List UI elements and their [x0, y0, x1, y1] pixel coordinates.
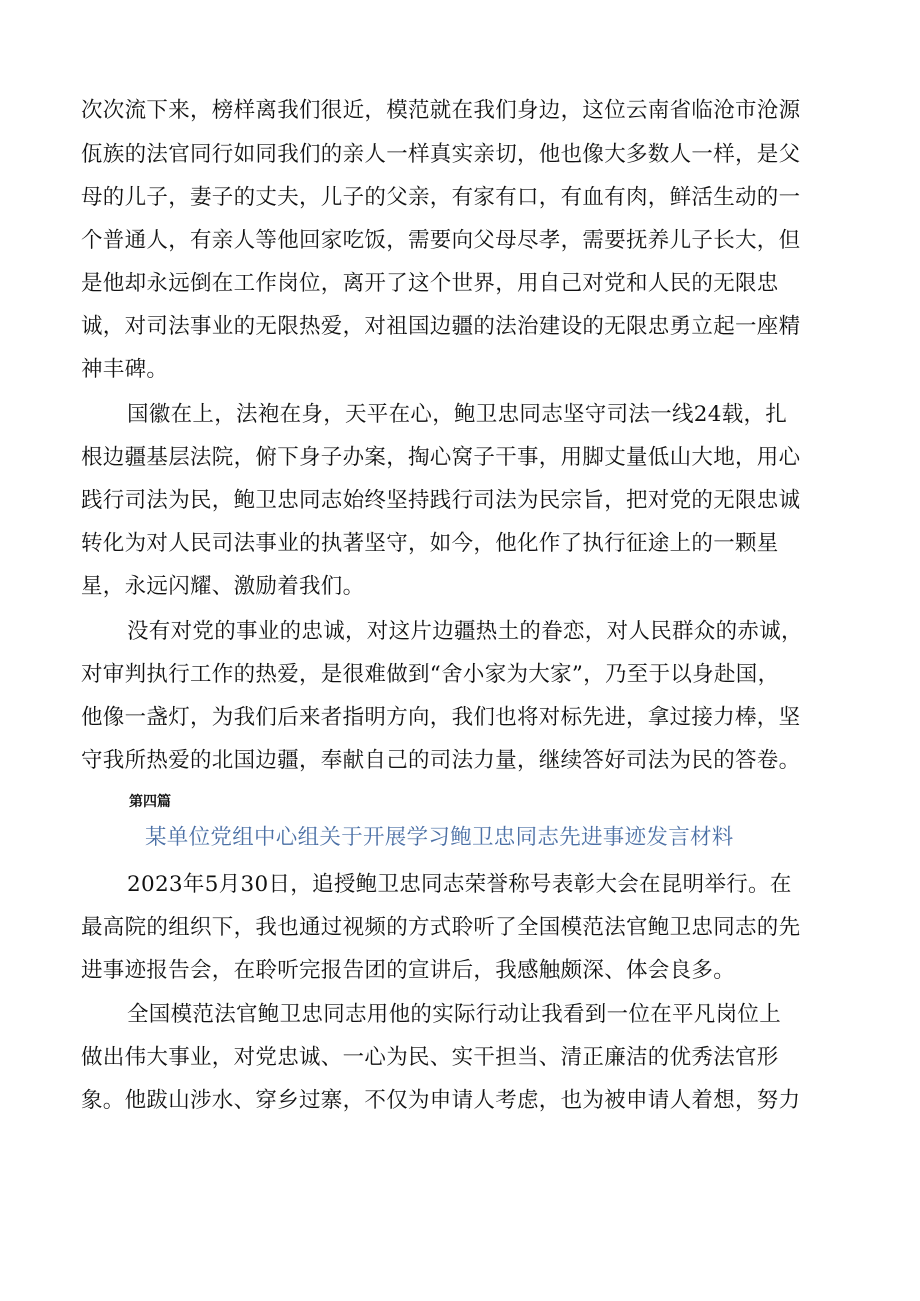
text-line: 国徽在上，法袍在身，天平在心，鲍卫忠同志坚守司法一线24载，扎 — [127, 402, 788, 427]
text-line: 践行司法为民，鲍卫忠同志始终坚持践行司法为民宗旨，把对党的无限忠诚 — [81, 488, 801, 513]
text-line: 母的儿子，妻子的丈夫，儿子的父亲，有家有口，有血有肉，鲜活生动的一 — [81, 185, 801, 210]
text-line: 2023年5月30日，追授鲍卫忠同志荣誉称号表彰大会在昆明举行。在 — [127, 872, 792, 897]
text-line: 次次流下来，榜样离我们很近，模范就在我们身边，这位云南省临沧市沧源 — [81, 98, 801, 123]
text-line: 进事迹报告会，在聆听完报告团的宣讲后，我感触颇深、体会良多。 — [81, 958, 736, 983]
text-line: 神丰碑。 — [81, 357, 169, 382]
text-line: 最高院的组织下，我也通过视频的方式聆听了全国模范法官鲍卫忠同志的先 — [81, 915, 801, 940]
text-line: 他像一盏灯，为我们后来者指明方向，我们也将对标先进，拿过接力棒，坚 — [81, 705, 801, 730]
text-line: 做出伟大事业，对党忠诚、一心为民、实干担当、清正廉洁的优秀法官形 — [81, 1045, 779, 1070]
text-line: 诚，对司法事业的无限热爱，对祖国边疆的法治建设的无限忠勇立起一座精 — [81, 314, 801, 339]
text-line: 转化为对人民司法事业的执著坚守，如今，他化作了执行征途上的一颗星 — [81, 531, 779, 556]
text-line: 是他却永远倒在工作岗位，离开了这个世界，用自己对党和人民的无限忠 — [81, 271, 779, 296]
text-line: 个普通人，有亲人等他回家吃饭，需要向父母尽孝，需要抚养儿子长大，但 — [81, 228, 801, 253]
section-title: 某单位党组中心组关于开展学习鲍卫忠同志先进事迹发言材料 — [145, 825, 734, 850]
text-line: 对审判执行工作的热爱，是很难做到“舍小家为大家”，乃至于以身赴国， — [81, 662, 780, 687]
text-line: 没有对党的事业的忠诚，对这片边疆热土的眷恋，对人民群众的赤诚， — [127, 619, 803, 644]
text-line: 星，永远闪耀、激励着我们。 — [81, 574, 365, 599]
section-label: 第四篇 — [129, 794, 171, 810]
text-line: 佤族的法官同行如同我们的亲人一样真实亲切，他也像大多数人一样，是父 — [81, 142, 801, 167]
text-line: 守我所热爱的北国边疆，奉献自己的司法力量，继续答好司法为民的答卷。 — [81, 748, 801, 773]
text-line: 象。他跋山涉水、穿乡过寨，不仅为申请人考虑，也为被申请人着想，努力 — [81, 1088, 801, 1113]
text-line: 全国模范法官鲍卫忠同志用他的实际行动让我看到一位在平凡岗位上 — [127, 1002, 782, 1027]
text-line: 根边疆基层法院，俯下身子办案，掏心窝子干事，用脚丈量低山大地，用心 — [81, 445, 801, 470]
